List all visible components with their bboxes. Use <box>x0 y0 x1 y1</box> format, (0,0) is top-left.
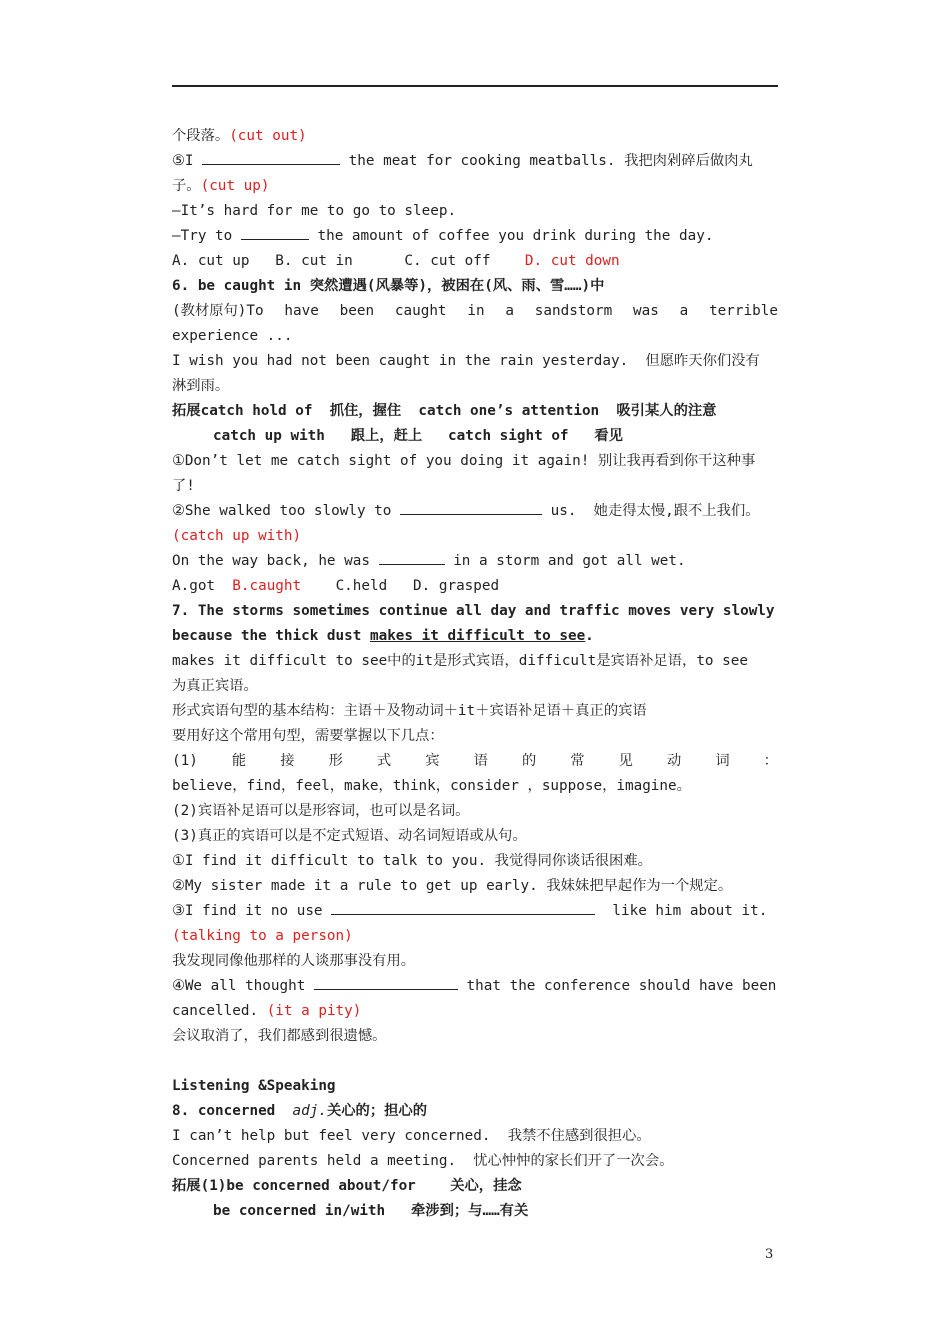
text-line <box>172 999 778 1024</box>
word: (教材原句)To <box>172 303 264 319</box>
text-line: 我发现同像他那样的人谈那事没有用。 <box>172 953 416 969</box>
text-line <box>172 174 778 199</box>
text-line: (2)宾语补足语可以是形容词，也可以是名词。 <box>172 803 470 819</box>
text: us. 她走得太慢,跟不上我们。 <box>542 503 760 519</box>
text-line: makes it difficult to see中的it是形式宾语，difficult是宾语补足语，to see <box>172 653 748 669</box>
answer-text: (it a pity) <box>266 1003 362 1019</box>
text-line: 会议取消了，我们都感到很遗憾。 <box>172 1028 387 1044</box>
word: terrible <box>709 303 778 319</box>
char: ： <box>763 753 778 769</box>
char: 宾 <box>425 753 440 769</box>
char: 见 <box>618 753 633 769</box>
text-line <box>172 974 778 999</box>
text: like him about it. <box>595 903 768 919</box>
text: the meat for cooking meatballs. 我把肉剁碎后做肉丸 <box>340 153 753 169</box>
text: because the thick dust <box>172 628 370 644</box>
text: that the conference should have been <box>457 978 777 994</box>
text: 关心的；担心的 <box>326 1103 428 1119</box>
answer-text: (talking to a person) <box>172 928 353 944</box>
extension-heading: 拓展catch hold of 抓住，握住 catch one’s attention 吸引某人的注意 <box>172 403 717 419</box>
text-line: 形式宾语句型的基本结构：主语＋及物动词＋it＋宾语补足语＋真正的宾语 <box>172 703 647 719</box>
answer-option: B.caught <box>232 578 302 594</box>
text: ④We all thought <box>172 978 314 994</box>
part-of-speech: adj. <box>292 1103 327 1119</box>
extension-heading: 拓展(1)be concerned about/for 关心，挂念 <box>172 1178 522 1194</box>
option-text: A.got <box>172 578 233 594</box>
text-line <box>172 549 778 574</box>
char: 常 <box>570 753 585 769</box>
text: On the way back, he was <box>172 553 379 569</box>
text: in a storm and got all wet. <box>444 553 686 569</box>
text-line: 了! <box>172 478 195 494</box>
text-line: ②My sister made it a rule to get up early. 我妹妹把早起作为一个规定。 <box>172 878 733 894</box>
section-title: Listening &Speaking <box>172 1078 336 1094</box>
blank-line <box>172 1049 778 1074</box>
word: was <box>633 303 659 319</box>
text: 个段落。 <box>172 128 230 144</box>
char: 式 <box>376 753 392 769</box>
text: ⑤I <box>172 153 203 169</box>
char: 的 <box>521 753 537 769</box>
underlined-phrase: makes it difficult to see <box>369 628 586 644</box>
text: 子。 <box>172 178 201 194</box>
text-line <box>172 749 778 774</box>
text: ②She walked too slowly to <box>172 503 401 519</box>
word: in <box>467 303 485 319</box>
option-text: C.held D. grasped <box>301 578 500 594</box>
option-text: A. cut up B. cut in C. cut off <box>172 253 525 269</box>
text-line: I can’t help but feel very concerned. 我禁不住感到很担心。 <box>172 1128 651 1144</box>
text: ③I find it no use <box>172 903 332 919</box>
text-line <box>172 149 778 174</box>
char: 语 <box>473 753 488 769</box>
text-line: believe，find，feel，make，think，consider ，suppose，imagine。 <box>172 778 691 794</box>
text-line: Concerned parents held a meeting. 忧心忡忡的家长们开了一次会。 <box>172 1153 674 1169</box>
section-heading: 7. The storms sometimes continue all day and traffic moves very slowly <box>172 603 775 619</box>
section-heading <box>172 1099 778 1124</box>
text-line: 要用好这个常用句型，需要掌握以下几点： <box>172 728 444 744</box>
text-line <box>172 249 778 274</box>
text-line: (3)真正的宾语可以是不定式短语、动名词短语或从句。 <box>172 828 527 844</box>
char: 能 <box>231 753 247 769</box>
text-line <box>172 574 778 599</box>
text-line <box>172 499 778 524</box>
section-heading: 6. be caught in 突然遭遇(风暴等)，被困在(风、雨、雪……)中 <box>172 278 605 294</box>
answer-blank[interactable] <box>400 499 542 515</box>
text-line: I wish you had not been caught in the rain yesterday. 但愿昨天你们没有 <box>172 353 760 369</box>
section-heading <box>172 624 778 649</box>
word: caught <box>394 303 447 319</box>
text-line: experience ... <box>172 328 293 344</box>
answer-blank[interactable] <box>379 549 445 565</box>
char: (1) <box>172 753 198 769</box>
text-line <box>172 899 778 924</box>
word: a <box>679 303 689 319</box>
answer-blank[interactable] <box>331 899 595 915</box>
answer-blank[interactable] <box>241 224 309 240</box>
text-line: 为真正宾语。 <box>172 678 258 694</box>
word: been <box>339 303 375 319</box>
answer-blank[interactable] <box>314 974 458 990</box>
text-line <box>172 124 778 149</box>
text-line <box>172 224 778 249</box>
text: cancelled. <box>172 1003 267 1019</box>
page-number: 3 <box>765 1247 774 1262</box>
text: the amount of coffee you drink during the day. <box>308 228 714 244</box>
answer-text: (cut out) <box>229 128 307 144</box>
text-line: 淋到雨。 <box>172 378 230 394</box>
text-line <box>172 299 778 324</box>
text-line: ①Don’t let me catch sight of you doing it again! 别让我再看到你干这种事 <box>172 453 756 469</box>
answer-text: (cut up) <box>200 178 270 194</box>
char: 接 <box>280 753 295 769</box>
text: . <box>585 628 594 644</box>
text-line: —It’s hard for me to go to sleep. <box>172 203 457 219</box>
word: sandstorm <box>534 303 613 319</box>
text: —Try to <box>172 228 241 244</box>
word: a <box>505 303 514 319</box>
extension-line: catch up with 跟上，赶上 catch sight of 看见 <box>213 428 623 444</box>
word: have <box>284 303 319 319</box>
header-rule <box>172 85 778 87</box>
answer-option: D. cut down <box>524 253 620 269</box>
page-body <box>172 124 778 1224</box>
answer-text: (catch up with) <box>172 528 302 544</box>
char: 形 <box>328 753 343 769</box>
extension-line: be concerned in/with 牵涉到；与……有关 <box>213 1203 529 1219</box>
char: 词 <box>715 753 730 769</box>
answer-blank[interactable] <box>202 149 340 165</box>
char: 动 <box>666 753 682 769</box>
text-line: ①I find it difficult to talk to you. 我觉得同你谈话很困难。 <box>172 853 652 869</box>
text: 8. concerned <box>172 1103 293 1119</box>
